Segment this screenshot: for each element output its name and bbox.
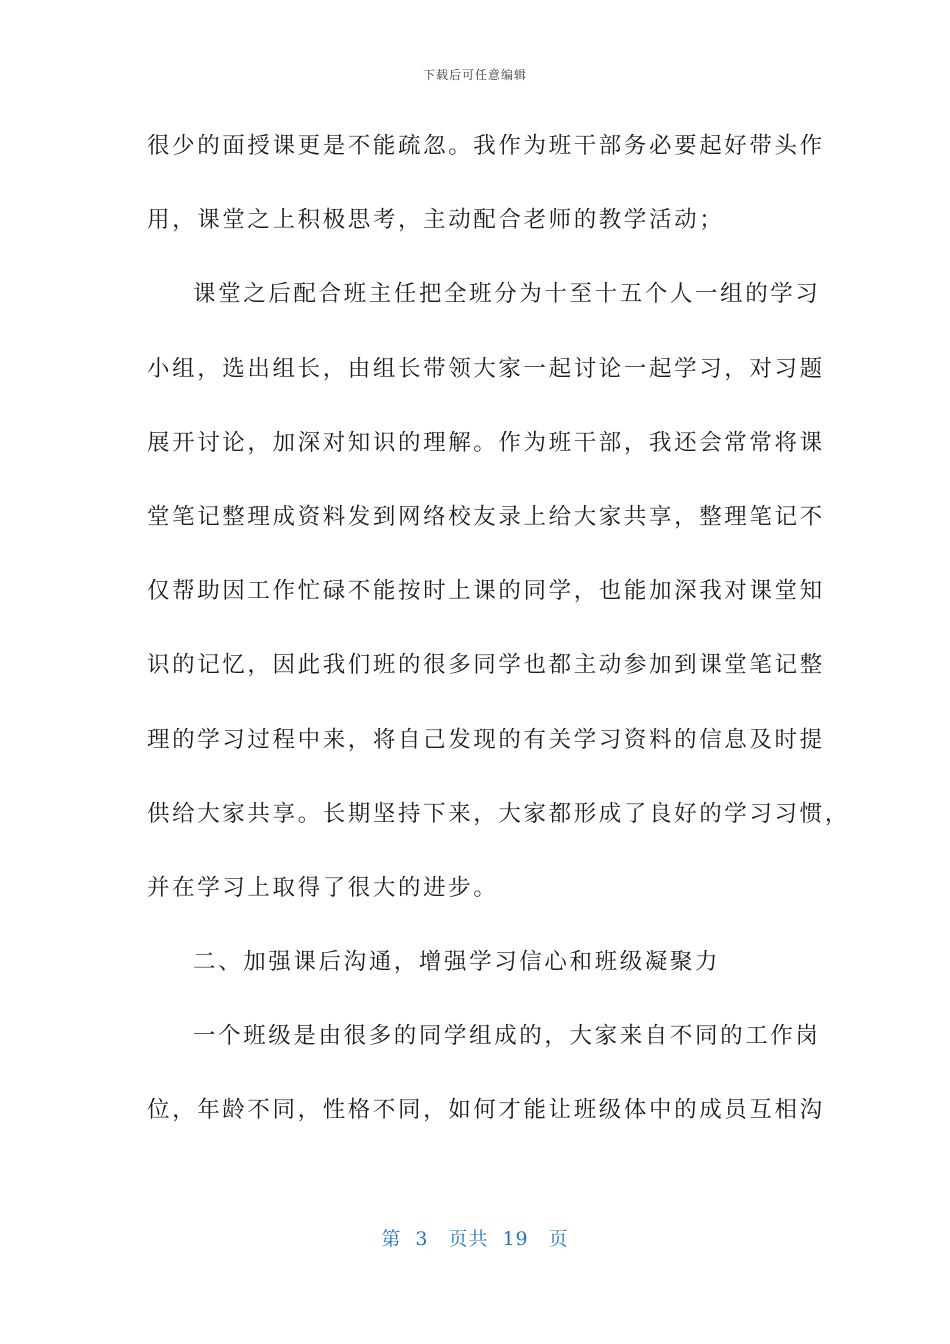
text-line: 课堂之后配合班主任把全班分为十至十五个人一组的学习	[193, 281, 821, 308]
document-body	[147, 122, 850, 1161]
page-header: 下载后可任意编辑	[422, 68, 527, 82]
text-line: 供给大家共享。长期坚持下来，大家都形成了良好的学习习惯，	[147, 800, 850, 827]
text-line: 位，年龄不同，性格不同，如何才能让班级体中的成员互相沟	[147, 1097, 825, 1124]
text-line: 并在学习上取得了很大的进步。	[147, 874, 499, 901]
text-line: 仅帮助因工作忙碌不能按时上课的同学，也能加深我对课堂知	[147, 578, 825, 605]
text-line: 很少的面授课更是不能疏忽。我作为班干部务必要起好带头作	[147, 133, 825, 159]
page-footer	[0, 1224, 950, 1251]
section-heading: 二、加强课后沟通，增强学习信心和班级凝聚力	[193, 949, 721, 976]
total-pages-number: 19	[502, 1228, 529, 1250]
page-label-suffix: 页	[548, 1228, 569, 1250]
text-line: 小组，选出组长，由组长带领大家一起讨论一起学习，对习题	[147, 355, 825, 382]
text-line: 展开讨论，加深对知识的理解。作为班干部，我还会常常将课	[147, 429, 825, 456]
current-page-number: 3	[415, 1228, 429, 1250]
text-line: 识的记忆，因此我们班的很多同学也都主动参加到课堂笔记整	[147, 652, 825, 679]
page-label-prefix: 第	[381, 1228, 402, 1250]
text-line: 堂笔记整理成资料发到网络校友录上给大家共享，整理笔记不	[147, 503, 825, 530]
page-label-middle: 页共	[448, 1228, 489, 1250]
text-line: 用，课堂之上积极思考，主动配合老师的教学活动；	[147, 207, 725, 234]
text-line: 一个班级是由很多的同学组成的，大家来自不同的工作岗	[193, 1023, 821, 1050]
text-line: 理的学习过程中来，将自己发现的有关学习资料的信息及时提	[147, 726, 825, 753]
